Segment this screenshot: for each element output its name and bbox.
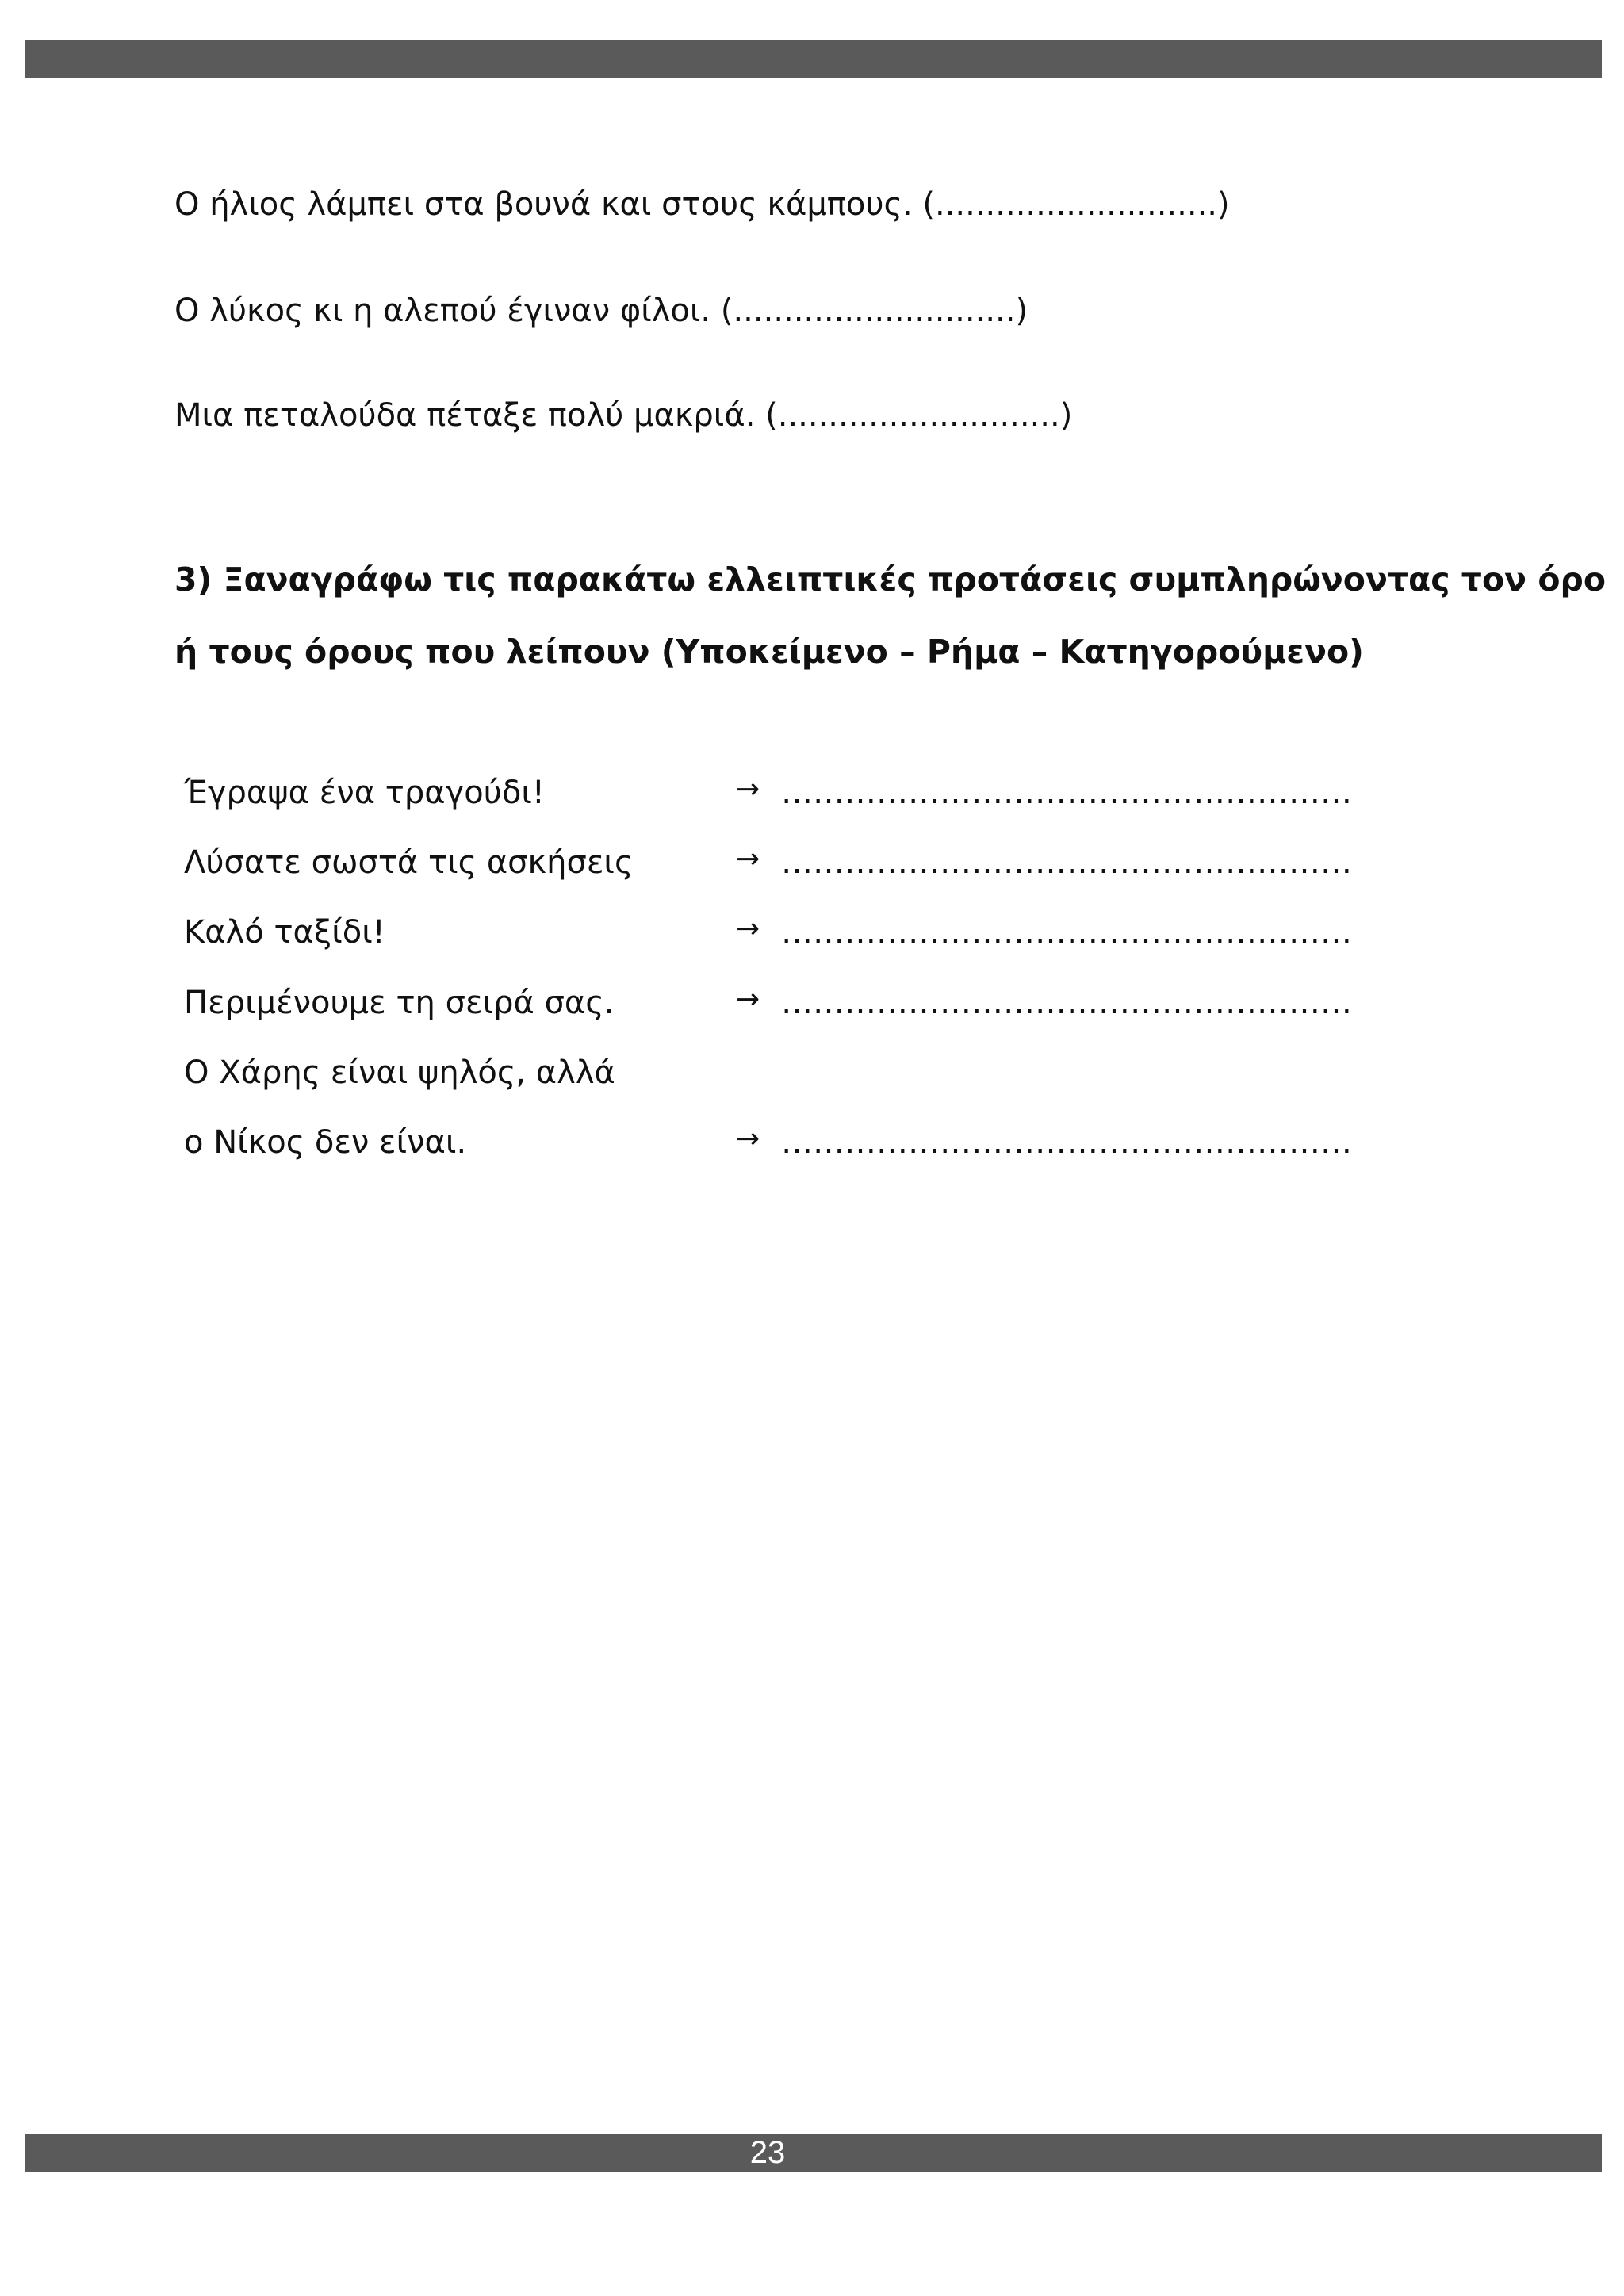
- page-number: 23: [749, 2135, 786, 2170]
- footer-bar: [25, 2134, 1602, 2172]
- ellipsis-sentence: Έγραψα ένα τραγούδι!: [184, 775, 545, 811]
- arrow-icon: →: [736, 843, 760, 875]
- answer-blank[interactable]: ………………………………………………: [781, 1124, 1352, 1161]
- answer-blank[interactable]: ………………………………………………: [781, 844, 1352, 881]
- ellipsis-sentence: Ο Χάρης είναι ψηλός, αλλά: [184, 1054, 615, 1091]
- exercise-3-heading-line-1: 3) Ξαναγράφω τις παρακάτω ελλειπτικές προτάσεις συμπληρώνοντας τον όρο: [174, 561, 1607, 599]
- arrow-icon: →: [736, 773, 760, 806]
- answer-blank[interactable]: ………………………………………………: [781, 775, 1352, 811]
- answer-blank[interactable]: ………………………………………………: [781, 985, 1352, 1021]
- arrow-icon: →: [736, 913, 760, 945]
- exercise-3-heading-line-2: ή τους όρους που λείπουν (Υποκείμενο – Ρήμα – Κατηγορούμενο): [174, 633, 1364, 671]
- ellipsis-sentence: Περιμένουμε τη σειρά σας.: [184, 985, 615, 1021]
- header-bar: [25, 40, 1602, 78]
- sentence-3: Μια πεταλούδα πέταξε πολύ μακριά. (............................): [174, 397, 1073, 434]
- sentence-1: Ο ήλιος λάμπει στα βουνά και στους κάμπους. (............................): [174, 186, 1230, 223]
- sentence-2: Ο λύκος κι η αλεπού έγιναν φίλοι. (............................): [174, 293, 1028, 329]
- arrow-icon: →: [736, 983, 760, 1016]
- arrow-icon: →: [736, 1123, 760, 1155]
- answer-blank[interactable]: ………………………………………………: [781, 914, 1352, 951]
- ellipsis-sentence: Λύσατε σωστά τις ασκήσεις: [184, 844, 634, 881]
- ellipsis-sentence: ο Νίκος δεν είναι.: [184, 1124, 467, 1161]
- ellipsis-sentence: Καλό ταξίδι!: [184, 914, 385, 951]
